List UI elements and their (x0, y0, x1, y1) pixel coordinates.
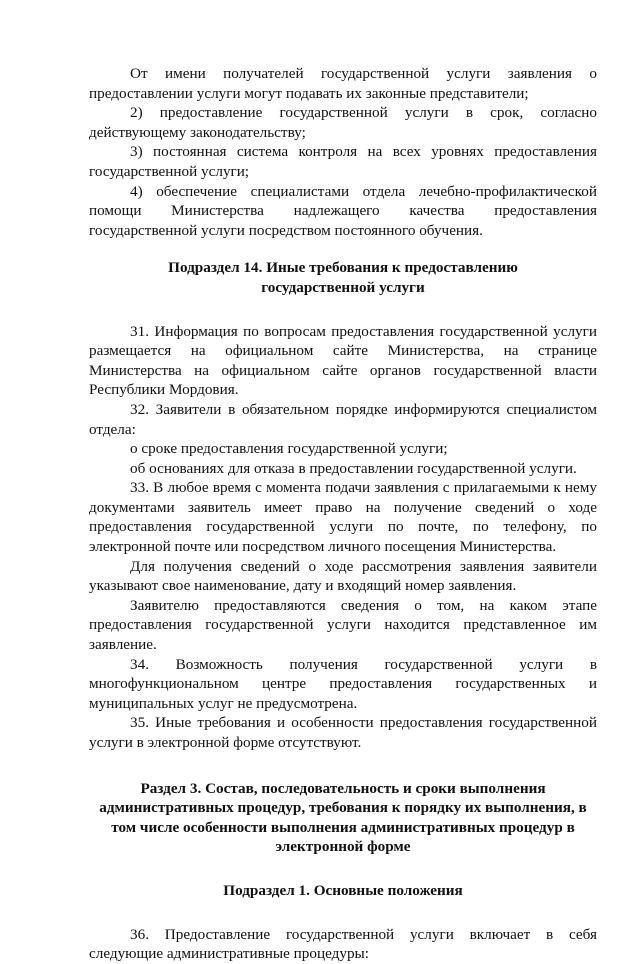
paragraph-32: 32. Заявители в обязательном порядке информируются специалистом отдела: (89, 400, 597, 438)
paragraph-item-3: 3) постоянная система контроля на всех уровнях предоставления государственной услуги; (89, 143, 597, 180)
paragraph-33-stage: Заявителю предоставляются сведения о том, на каком этапе предоставления государственной услуги находится представленное им заявление. (89, 596, 597, 654)
subsection-14-heading-line1: Подраздел 14. Иные требования к предоставлению (168, 259, 518, 277)
section-3-heading-line2: административных процедур, требования к порядку их выполнения, в (99, 799, 587, 817)
subsection-1-heading: Подраздел 1. Основные положения (223, 881, 463, 899)
paragraph-32-refusal: об основаниях для отказа в предоставлении государственной услуги. (130, 459, 577, 477)
paragraph-32-term: о сроке предоставления государственной услуги; (130, 440, 448, 458)
paragraph-34: 34. Возможность получения государственной услуги в многофункциональном центре предоставления государственных и муниципальных услуг не предусмотрена. (89, 655, 597, 712)
section-3-heading (89, 779, 597, 857)
subsection-14-heading (89, 258, 597, 297)
paragraph-31: 31. Информация по вопросам предоставления государственной услуги размещается на официальном сайте Министерства, на странице Министерства на официальном сайте органов государственной власти Республики Мордовия. (89, 322, 597, 399)
paragraph-35: 35. Иные требования и особенности предоставления государственной услуги в электронной форме отсутствуют. (89, 714, 597, 751)
section-3-heading-line3: том числе особенности выполнения административных процедур в (111, 818, 575, 836)
paragraph-item-2: 2) предоставление государственной услуги в срок, согласно действующему законодательству; (89, 104, 597, 141)
section-3-heading-line1: Раздел 3. Состав, последовательность и сроки выполнения (140, 779, 546, 797)
paragraph-item-4: 4) обеспечение специалистами отдела лечебно-профилактической помощи Министерства надлежащего качества предоставления государственной услуги посредством постоянного обучения. (89, 182, 597, 239)
paragraph-36: 36. Предоставление государственной услуги включает в себя следующие административные процедуры: (89, 925, 597, 963)
paragraph-33: 33. В любое время с момента подачи заявления с прилагаемыми к нему документами заявитель имеет право на получение сведений о ходе предоставления государственной услуги по почте, по телефону, по электронной почте или посредством личного посещения Министерства. (89, 479, 597, 556)
document-page (89, 64, 597, 964)
subsection-14-heading-line2: государственной услуги (261, 278, 425, 296)
section-3-heading-line4: электронной форме (275, 838, 411, 856)
paragraph-33-info: Для получения сведений о ходе рассмотрения заявления заявители указывают свое наименование, дату и входящий номер заявления. (89, 557, 597, 595)
paragraph-representatives: От имени получателей государственной услуги заявления о предоставлении услуги могут подавать их законные представители; (89, 65, 597, 102)
